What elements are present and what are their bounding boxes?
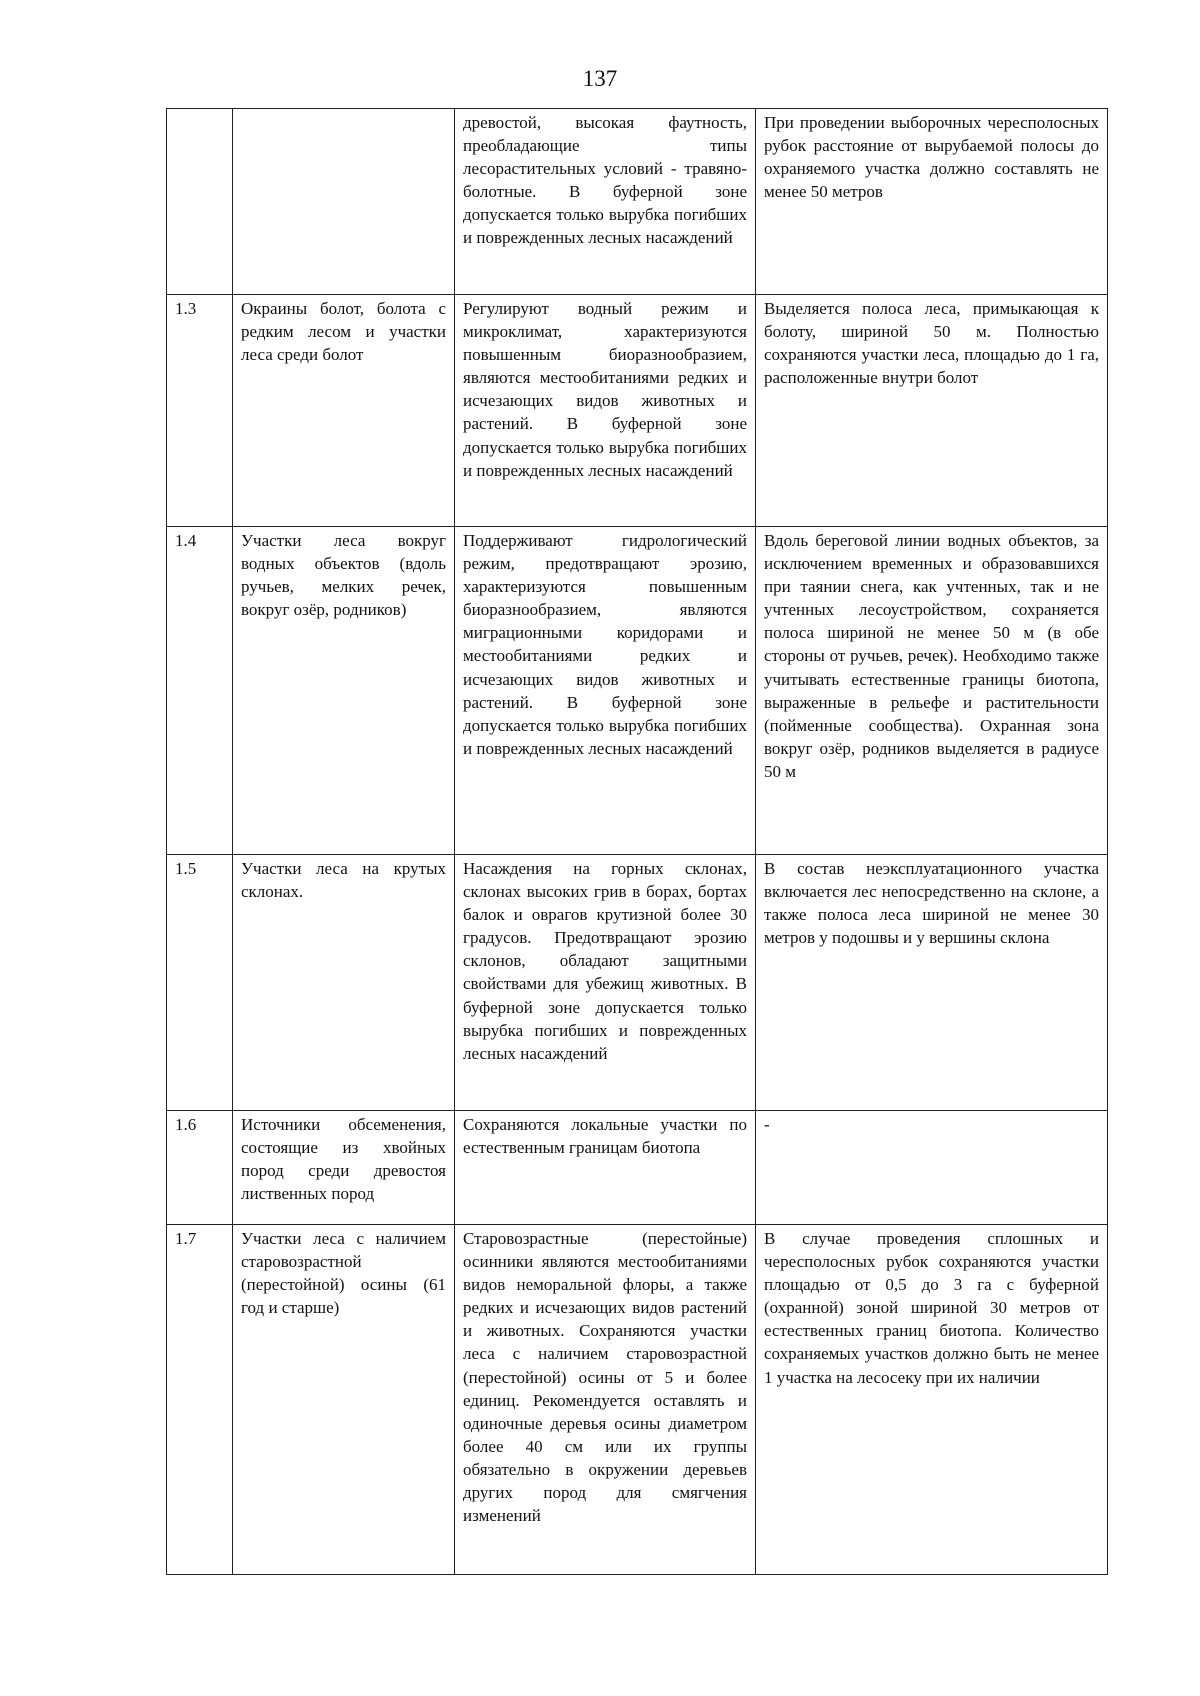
row-object-name: Окраины болот, болота с редким лесом и участки леса среди болот — [233, 295, 455, 527]
row-object-name: Участки леса на крутых склонах. — [233, 855, 455, 1111]
row-description: Старовозрастные (перестойные) осинники являются местообитаниями видов неморальной флоры, а также редких и исчезающих видов растений и животных. Сохраняются участки леса с наличием старовозрастной (перестойной) осины от 5 и более единиц. Рекомендуется оставлять и одиночные деревья осины диаметром более 40 см или их группы обязательно в окружении деревьев других пород для смягчения изменений — [455, 1225, 756, 1575]
table-row — [167, 1111, 1108, 1225]
row-object-name — [233, 109, 455, 295]
row-number — [167, 109, 233, 295]
row-number: 1.6 — [167, 1111, 233, 1225]
row-requirements: Выделяется полоса леса, примыкающая к болоту, шириной 50 м. Полностью сохраняются участки леса, площадью до 1 га, расположенные внутри болот — [756, 295, 1108, 527]
table-row — [167, 295, 1108, 527]
table-row — [167, 855, 1108, 1111]
row-number: 1.5 — [167, 855, 233, 1111]
row-number: 1.7 — [167, 1225, 233, 1575]
row-number: 1.3 — [167, 295, 233, 527]
forest-protection-table — [166, 108, 1108, 1575]
row-requirements: В состав неэксплуатационного участка включается лес непосредственно на склоне, а также полоса леса шириной не менее 30 метров у подошвы и у вершины склона — [756, 855, 1108, 1111]
row-requirements: В случае проведения сплошных и чересполосных рубок сохраняются участки площадью от 0,5 до 3 га с буферной (охранной) зоной шириной 30 метров от естественных границ биотопа. Количество сохраняемых участков должно быть не менее 1 участка на лесосеку при их наличии — [756, 1225, 1108, 1575]
row-description: Регулируют водный режим и микроклимат, характеризуются повышенным биоразнообразием, являются местообитаниями редких и исчезающих видов животных и растений. В буферной зоне допускается только вырубка погибших и поврежденных лесных насаждений — [455, 295, 756, 527]
row-description: Поддерживают гидрологический режим, предотвращают эрозию, характеризуются повышенным биоразнообразием, являются миграционными коридорами и местообитаниями редких и исчезающих видов животных и растений. В буферной зоне допускается только вырубка погибших и поврежденных лесных насаждений — [455, 527, 756, 855]
row-object-name: Источники обсеменения, состоящие из хвойных пород среди древостоя лиственных пород — [233, 1111, 455, 1225]
row-description: древостой, высокая фаутность, преобладающие типы лесорастительных условий - травяно-болотные. В буферной зоне допускается только вырубка погибших и поврежденных лесных насаждений — [455, 109, 756, 295]
table-row — [167, 527, 1108, 855]
page-number: 137 — [582, 66, 618, 91]
table-row — [167, 109, 1108, 295]
row-object-name: Участки леса вокруг водных объектов (вдоль ручьев, мелких речек, вокруг озёр, родников) — [233, 527, 455, 855]
row-requirements: - — [756, 1111, 1108, 1225]
row-requirements: Вдоль береговой линии водных объектов, за исключением временных и образовавшихся при таянии снега, как учтенных, так и не учтенных лесоустройством, сохраняется полоса шириной не менее 50 м (в обе стороны от ручьев, речек). Необходимо также учитывать естественные границы биотопа, выраженные в рельефе и растительности (пойменные сообщества). Охранная зона вокруг озёр, родников выделяется в радиусе 50 м — [756, 527, 1108, 855]
row-number: 1.4 — [167, 527, 233, 855]
row-description: Насаждения на горных склонах, склонах высоких грив в борах, бортах балок и оврагов крутизной более 30 градусов. Предотвращают эрозию склонов, обладают защитными свойствами для убежищ животных. В буферной зоне допускается только вырубка погибших и поврежденных лесных насаждений — [455, 855, 756, 1111]
row-object-name: Участки леса с наличием старовозрастной (перестойной) осины (61 год и старше) — [233, 1225, 455, 1575]
table-row — [167, 1225, 1108, 1575]
row-requirements: При проведении выборочных чересполосных рубок расстояние от вырубаемой полосы до охраняемого участка должно составлять не менее 50 метров — [756, 109, 1108, 295]
row-description: Сохраняются локальные участки по естественным границам биотопа — [455, 1111, 756, 1225]
